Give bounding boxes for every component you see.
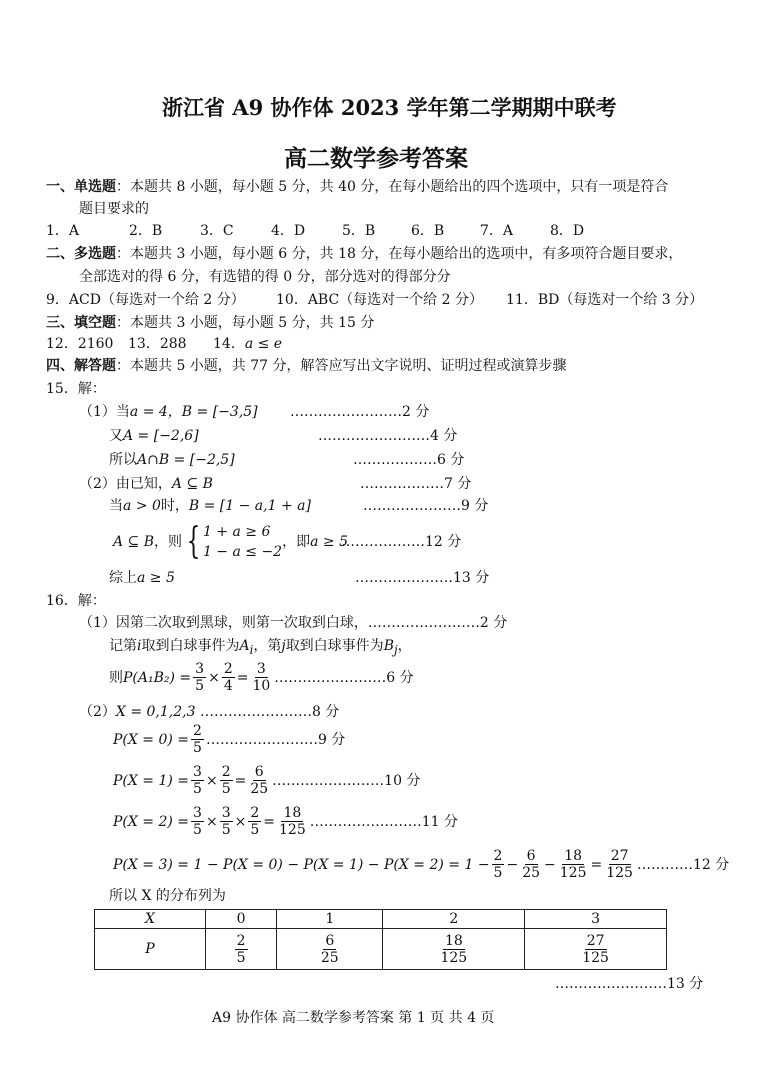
numerator: 2 [236,932,246,949]
numerator: 3 [193,764,202,780]
q16-line-3 [109,661,414,694]
denominator: 5 [193,740,202,756]
section-4-desc: ：本题共 5 小题，共 77 分，解答应写出文字说明、证明过程或演算步骤 [116,358,567,374]
numerator: 2 [223,661,233,677]
q15-score-7: ………………7 分 [360,476,472,492]
numerator: 3 [221,805,231,821]
left-brace-icon: { [186,521,201,562]
q16-l3-then: 则 [109,669,123,686]
fraction [222,661,235,694]
fraction [193,661,206,694]
q15-heading: 15．解： [46,381,106,397]
numerator: 6 [254,764,264,780]
q16-line-1: （1）因第二次取到黑球，则第一次取到白球，……………………2 分 [79,615,508,631]
denominator: 10 [252,678,271,694]
q15-score-4: ……………………4 分 [318,428,458,444]
table-cell: 1 [277,910,383,929]
q15-l6-ineq-1: 1 + a ≥ 6 [202,524,271,540]
numerator: 27 [610,848,629,864]
table-cell [383,929,525,970]
section-3-label: 三、填空题 [46,315,116,331]
answer-4: 4．D [271,223,306,239]
q16-l3-p: P(A₁B₂) = [123,669,192,686]
q15-line-4 [79,475,213,493]
table-cell: 2 [383,910,525,929]
q16-score-9: ……………………9 分 [205,731,346,748]
q16-l4-math: X = 0,1,2,3 [115,704,196,720]
q16-l2-A: A [239,638,250,654]
page-footer: A9 协作体 高二数学参考答案 第 1 页 共 4 页 [212,1010,495,1026]
page-subtitle: 高二数学参考答案 [284,146,468,172]
answer-10: 10．ABC（每选对一个给 2 分） [276,292,483,308]
q16-l2-sub-j: j [393,642,398,657]
fraction [248,805,261,838]
q15-l4-text: （2）由已知， [79,476,172,492]
q16-l2-t1: 记第 [109,638,137,654]
section-2-header [46,245,682,263]
denominator: 125 [606,865,633,881]
q15-l6-result: a ≥ 5 [310,534,348,550]
q16-score-10: ……………………10 分 [272,772,421,789]
q16-score-8: ……………………8 分 [199,704,340,720]
fraction [492,848,505,881]
q15-l5-text: 当 [109,498,123,514]
q15-l3-text: 所以 [109,452,137,468]
section-1-header [46,178,668,196]
answer-14: 14． [213,336,245,352]
numerator: 18 [283,805,302,821]
denominator: 25 [522,865,541,881]
section-4-header [46,357,567,375]
numerator: 3 [193,805,202,821]
numerator: 18 [444,932,463,949]
section-2-desc: ：本题共 3 小题，每小题 6 分，共 18 分，在每小题给出的选项中，有多项符合题目要求， [116,246,683,262]
q16-l2-i: i [137,638,142,654]
answer-7: 7．A [480,223,514,239]
denominator: 5 [236,949,246,966]
q15-line-3 [109,451,235,469]
q15-l6-subset: A ⊆ B [113,534,155,550]
denominator: 125 [440,949,468,966]
section-2-label: 二、多选题 [46,246,116,262]
q15-l5-cond: a > 0 [123,498,161,514]
section-1-label: 一、单选题 [46,179,116,195]
fraction [220,805,233,838]
numerator: 2 [193,723,202,739]
answer-11: 11．BD（每选对一个给 3 分） [506,292,704,308]
q16-line-2 [109,637,412,659]
answer-14-value: a ≤ e [244,336,283,352]
fraction [277,805,308,838]
section-4-label: 四、解答题 [46,358,116,374]
answer-12: 12．2160 [46,336,114,352]
table-header-p: P [95,929,206,970]
denominator: 25 [320,949,339,966]
q16-score-6: ……………………6 分 [274,669,414,686]
q15-score-13: …………………13 分 [355,570,490,586]
denominator: 125 [582,949,609,966]
fraction [191,805,204,838]
q16-line-4 [79,703,339,721]
q15-l6-system [203,522,282,562]
q16-l2-t4: 取到白球事件为 [285,638,384,654]
table-cell [206,929,277,970]
denominator: 25 [250,781,269,797]
q15-l1-text: （1）当 [79,404,130,420]
denominator: 5 [193,822,202,838]
denominator: 125 [559,865,587,881]
q16-l2-B: B [383,638,394,654]
table-cell [277,929,383,970]
q16-score-11: ……………………11 分 [309,813,458,830]
numerator: 3 [256,661,266,677]
q15-l5-math: B = [1 − a,1 + a] [188,498,311,514]
table-cell [525,929,667,970]
table-row [95,910,667,929]
denominator: 4 [223,678,233,694]
q15-line-5 [109,497,311,515]
answer-8: 8．D [550,223,585,239]
q15-l2-math: A = [−2,6] [123,428,199,444]
q15-l4-math: A ⊆ B [171,476,213,492]
section-1-desc2: 题目要求的 [79,201,149,217]
section-3-header [46,314,374,332]
section-3-desc: ：本题共 3 小题，每小题 5 分，共 15 分 [116,315,375,331]
section-2-answers [46,291,703,309]
numerator: 6 [526,848,536,864]
answer-1: 1．A [46,223,80,239]
q16-score-13: ……………………13 分 [555,976,704,992]
q15-l3-math: A∩B = [−2,5] [137,452,235,468]
q15-l6-then: ，则 [154,534,183,550]
q16-dist-label: 所以 X 的分布列为 [109,888,226,904]
denominator: 5 [195,678,205,694]
p3-expr: P(X = 3) = 1 − P(X = 0) − P(X = 1) − P(X = 2) = 1 − [113,856,490,873]
q16-p2: P(X = 2) = $\frac{3}{5}$ × $\frac{3}{5}$ × $\frac{2}{5}$ = $\frac{18}{125}$ ……………………11 分 [113,805,458,838]
q16-p0 [113,723,345,756]
fraction [250,661,272,694]
section-1-answers [46,222,584,240]
equals: = [236,669,249,686]
answer-5: 5．B [342,223,376,239]
fraction [604,848,635,881]
table-cell: 0 [206,910,277,929]
fraction [191,723,204,756]
answer-2: 2．B [129,223,163,239]
table-row [95,929,667,970]
q16-l4-label: （2） [79,704,116,720]
q16-heading: 16．解： [46,593,106,609]
denominator: 125 [279,822,306,838]
p2-expr: P(X = 2) = [113,813,190,830]
q15-line-7 [109,569,175,587]
fraction [220,764,233,797]
q15-l6-ineq-2: 1 − a ≤ −2 [202,544,283,560]
fraction [558,848,589,881]
q15-line-6 [113,522,348,562]
q15-l7-text: 综上 [109,570,137,586]
q16-l2-t2: 取到白球事件为 [141,638,240,654]
q16-score-12: …………12 分 [636,856,730,873]
q15-line-1 [79,403,258,421]
p1-expr: P(X = 1) = [113,772,190,789]
numerator: 2 [493,848,503,864]
fraction [191,764,204,797]
answer-13: 13．288 [128,336,187,352]
q15-score-12: ………………12 分 [341,534,462,550]
fraction [248,764,270,797]
numerator: 3 [195,661,205,677]
numerator: 2 [221,764,231,780]
answer-3: 3．C [200,223,234,239]
q16-p1: P(X = 1) = $\frac{3}{5}$ × $\frac{2}{5}$ = $\frac{6}{25}$ ……………………10 分 [113,764,421,797]
q15-l5-text2: 时， [160,498,189,514]
denominator: 5 [221,781,231,797]
denominator: 5 [193,781,202,797]
table-cell: 3 [525,910,667,929]
numerator: 27 [586,932,605,949]
q16-l2-t5: ， [397,638,412,654]
p0-expr: P(X = 0) = [113,731,190,748]
distribution-table [94,909,667,970]
fraction [520,848,542,881]
section-1-desc: ：本题共 8 小题，每小题 5 分，共 40 分，在每小题给出的四个选项中，只有一项是符合 [116,179,669,195]
page-title: 浙江省 A9 协作体 2023 学年第二学期期中联考 [162,95,617,120]
answer-9: 9．ACD（每选对一个给 2 分） [46,292,245,308]
numerator: 18 [564,848,583,864]
section-2-desc2: 全部选对的得 6 分，有选错的得 0 分，部分选对的得部分分 [79,269,451,285]
q15-l7-math: a ≥ 5 [137,570,175,586]
denominator: 5 [250,822,260,838]
q16-p3: P(X = 3) = 1 − P(X = 0) − P(X = 1) − P(X = 2) = 1 − $\frac{2}{5}$ − $\frac{6}{25}$ − $\frac{18}{125}$ = $\frac{27}{125}$ …………12 分 [113,848,730,881]
q16-l2-t3: ，第 [253,638,282,654]
denominator: 5 [221,822,231,838]
table-header-x: X [95,910,206,929]
answer-6: 6．B [411,223,445,239]
section-3-answers [46,335,282,353]
q16-l2-j: j [281,638,286,654]
q15-l1-math: a = 4，B = [−3,5] [129,404,258,420]
q15-score-2: ……………………2 分 [290,404,430,420]
q15-l6-so: ，即 [282,534,311,550]
q15-score-6: ………………6 分 [353,452,465,468]
times: × [208,669,220,686]
numerator: 6 [325,932,335,949]
q16-l2-sub-i: i [249,642,254,657]
denominator: 5 [493,865,503,881]
numerator: 2 [250,805,260,821]
q15-l2-text: 又 [109,428,123,444]
q15-score-9: …………………9 分 [363,498,489,514]
q15-line-2 [109,427,199,445]
